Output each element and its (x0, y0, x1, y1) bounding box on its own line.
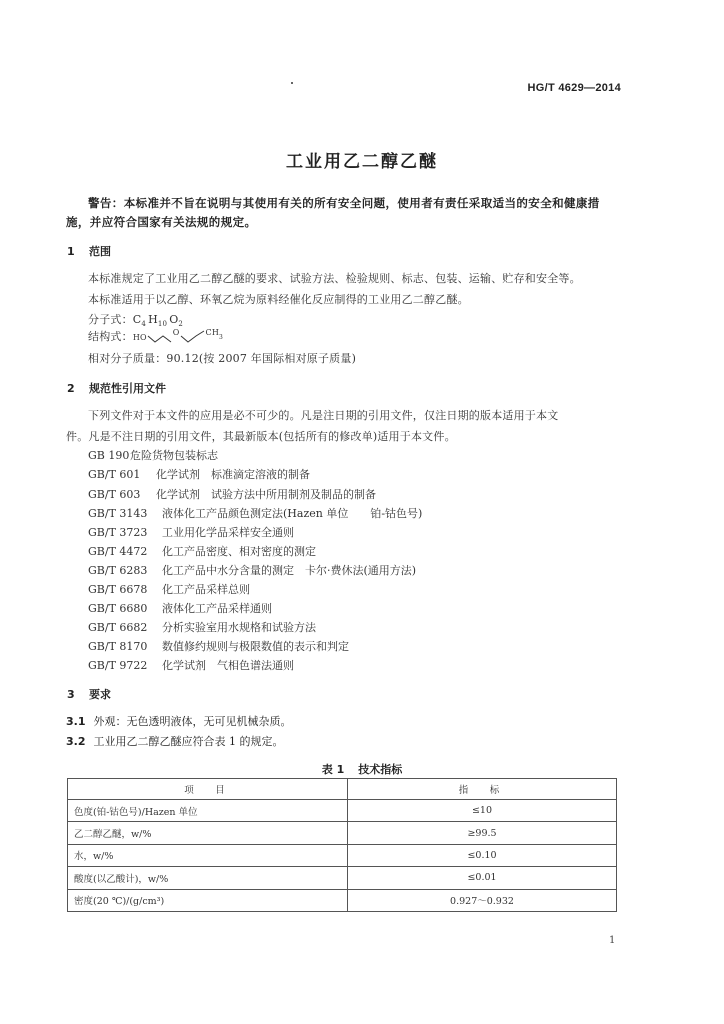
formula-h-count: 10 (157, 320, 168, 329)
section-3-heading (67, 686, 111, 702)
reference-item (88, 447, 218, 463)
reference-code: GB/T 3723 (88, 526, 148, 539)
table-cell-value: 0.927～0.932 (348, 889, 617, 911)
clause-3-1-text: 外观：无色透明液体，无可见机械杂质。 (93, 715, 292, 728)
table-header-row (68, 779, 617, 800)
reference-title: 化学试剂 气相色谱法通则 (162, 659, 294, 672)
table-cell-item: 色度(铂-钴色号)/Hazen 单位 (68, 800, 348, 822)
reference-title: 液体化工产品采样通则 (162, 602, 272, 615)
reference-title: 液体化工产品颜色测定法(Hazen 单位 铂-钴色号) (162, 507, 423, 520)
table-caption (0, 761, 724, 777)
reference-title: 化学试剂 标准滴定溶液的制备 (156, 468, 310, 481)
table-cell-value: ≤10 (348, 800, 617, 822)
reference-item (88, 524, 294, 540)
section-1-title: 范围 (89, 245, 111, 258)
section-1-heading (67, 243, 111, 259)
reference-title: 化学试剂 试验方法中所用制剂及制品的制备 (156, 488, 376, 501)
clause-3-1 (66, 713, 292, 729)
formula-o-count: 2 (178, 320, 184, 329)
section-3-title: 要求 (89, 688, 111, 701)
table-header-spec: 指 标 (348, 779, 617, 800)
clause-3-2-text: 工业用乙二醇乙醚应符合表 1 的规定。 (93, 735, 284, 748)
table-cell-item: 密度(20 ℃)/(g/cm³) (68, 889, 348, 911)
clause-3-2 (66, 733, 284, 749)
section-1-number: 1 (67, 245, 75, 258)
reference-title: 分析实验室用水规格和试验方法 (162, 621, 316, 634)
reference-code: GB/T 6682 (88, 621, 148, 634)
formula-c-count: 4 (141, 320, 147, 329)
struct-label: 结构式： (88, 330, 133, 343)
table-row (68, 844, 617, 866)
table-header-item: 项 目 (68, 779, 348, 800)
table-cell-item: 酸度(以乙酸计)，w/% (68, 867, 348, 889)
formula-o: O (169, 313, 179, 326)
zigzag-bond-icon (180, 330, 206, 344)
struct-ch3: CH (205, 328, 220, 337)
table-cell-value: ≥99.5 (348, 822, 617, 844)
clause-3-2-number: 3.2 (66, 735, 86, 748)
reference-code: GB 190 (88, 449, 130, 462)
reference-code: GB/T 9722 (88, 659, 148, 672)
reference-item (88, 543, 316, 559)
table-row (68, 867, 617, 889)
section-2-para-line-2: 件。凡是不注日期的引用文件，其最新版本(包括所有的修改单)适用于本文件。 (66, 430, 456, 443)
reference-code: GB/T 6678 (88, 583, 148, 596)
reference-code: GB/T 601 (88, 468, 141, 481)
reference-title: 数值修约规则与极限数值的表示和判定 (162, 640, 349, 653)
formula-h: H (148, 313, 158, 326)
section-2-para-line-1: 下列文件对于本文件的应用是必不可少的。凡是注日期的引用文件，仅注日期的版本适用于本文 (88, 409, 559, 422)
table-cell-item: 乙二醇乙醚，w/% (68, 822, 348, 844)
table-cell-value: ≤0.01 (348, 867, 617, 889)
reference-item (88, 619, 316, 635)
reference-title: 化工产品密度、相对密度的测定 (162, 545, 316, 558)
reference-code: GB/T 6680 (88, 602, 148, 615)
reference-item (88, 562, 416, 578)
table-row (68, 800, 617, 822)
reference-title: 工业用化学品采样安全通则 (162, 526, 294, 539)
section-3-number: 3 (67, 688, 75, 701)
structural-formula (88, 328, 223, 345)
reference-item (88, 657, 294, 673)
scan-speck (291, 82, 293, 84)
section-1-para-1: 本标准规定了工业用乙二醇乙醚的要求、试验方法、检验规则、标志、包装、运输、贮存和安全等。 (88, 272, 581, 285)
reference-code: GB/T 3143 (88, 507, 148, 520)
struct-o: O (172, 328, 180, 337)
section-2-number: 2 (67, 382, 75, 395)
reference-item (88, 486, 376, 502)
table-caption-number: 表 1 (321, 763, 345, 776)
table-cell-item: 水，w/% (68, 844, 348, 866)
technical-specifications-table (67, 778, 617, 912)
document-title: 工业用乙二醇乙醚 (286, 152, 438, 172)
reference-code: GB/T 8170 (88, 640, 148, 653)
reference-item (88, 600, 272, 616)
reference-title: 化工产品采样总则 (162, 583, 250, 596)
reference-code: GB/T 4472 (88, 545, 148, 558)
section-2-title: 规范性引用文件 (89, 382, 166, 395)
reference-item (88, 581, 250, 597)
table-row (68, 889, 617, 911)
reference-code: GB/T 603 (88, 488, 141, 501)
clause-3-1-number: 3.1 (66, 715, 86, 728)
formula-label: 分子式：C (88, 313, 142, 326)
section-2-heading (67, 380, 166, 396)
table-caption-title: 技术指标 (358, 763, 403, 776)
reference-title: 危险货物包装标志 (130, 449, 218, 462)
reference-item (88, 505, 422, 521)
section-1-para-2: 本标准适用于以乙醇、环氧乙烷为原料经催化反应制得的工业用乙二醇乙醚。 (88, 293, 469, 306)
warning-line-1: 警告：本标准并不旨在说明与其使用有关的所有安全问题，使用者有责任采取适当的安全和健康措 (88, 196, 600, 210)
relative-molecular-mass: 相对分子质量：90.12(按 2007 年国际相对原子质量) (88, 352, 357, 365)
table-cell-value: ≤0.10 (348, 844, 617, 866)
struct-ch3-count: 3 (219, 334, 224, 342)
reference-item (88, 466, 310, 482)
molecular-formula (88, 311, 183, 328)
reference-item (88, 638, 349, 654)
reference-code: GB/T 6283 (88, 564, 148, 577)
struct-ho: HO (132, 333, 147, 342)
document-number: HG/T 4629—2014 (527, 82, 621, 94)
reference-title: 化工产品中水分含量的测定 卡尔·费休法(通用方法) (162, 564, 417, 577)
warning-line-2: 施，并应符合国家有关法规的规定。 (66, 215, 257, 229)
zigzag-bond-icon (147, 330, 173, 344)
page-number: 1 (609, 935, 616, 946)
table-row (68, 822, 617, 844)
